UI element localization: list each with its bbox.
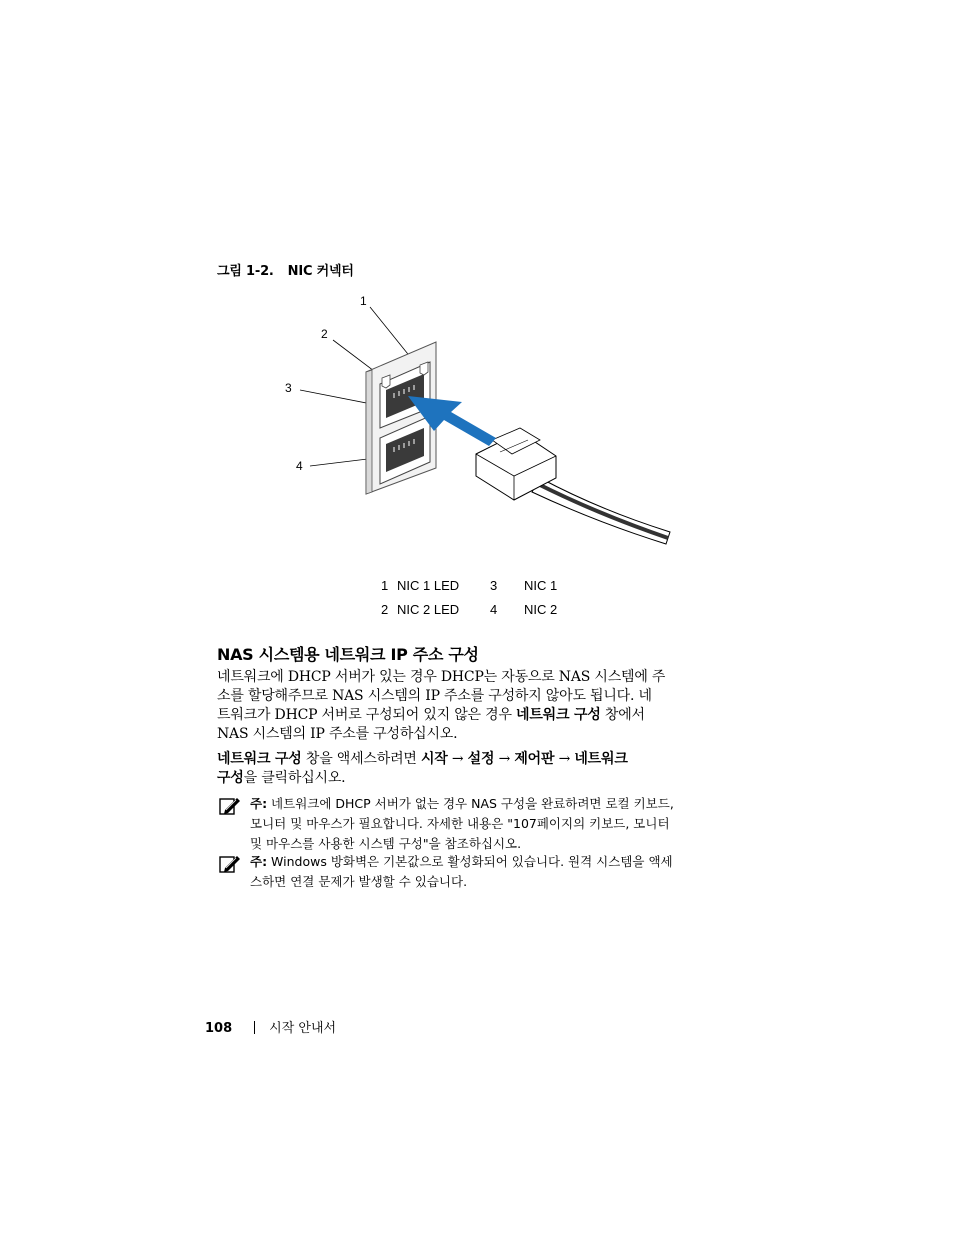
legend-label: NIC 2 [524, 602, 558, 617]
paragraph-line: NAS 시스템의 IP 주소를 구성하십시오. [217, 726, 458, 742]
note-line: 스하면 연결 문제가 발생할 수 있습니다. [250, 874, 468, 889]
note-line: 모니터 및 마우스가 필요합니다. 자세한 내용은 "107페이지의 키보드, 모니터 [250, 816, 670, 831]
legend-row [381, 578, 581, 602]
callout-1: 1 [360, 294, 367, 308]
figure-legend [381, 578, 581, 626]
section-heading: NAS 시스템용 네트워크 IP 주소 구성 [217, 645, 479, 664]
nic-connector-illustration [270, 285, 690, 565]
menu-path-start: 시작 [420, 751, 448, 767]
figure-caption [217, 260, 354, 279]
legend-label: NIC 1 LED [397, 578, 460, 593]
network-cable [476, 428, 670, 544]
legend-row [381, 602, 581, 626]
footer-divider [254, 1021, 255, 1034]
footer-section-title: 시작 안내서 [269, 1021, 337, 1036]
menu-path-settings: 설정 [467, 751, 495, 767]
note-pencil-icon [219, 854, 241, 874]
paragraph-line [217, 750, 717, 769]
paragraph-text: 을 클릭하십시오. [243, 770, 346, 786]
note-line [250, 794, 720, 814]
paragraph-line: 소를 할당해주므로 NAS 시스템의 IP 주소를 구성하지 않아도 됩니다. 네 [217, 688, 652, 704]
body-paragraph [217, 668, 717, 744]
legend-label: NIC 1 [524, 578, 558, 593]
menu-path-network: 네트워크 [574, 751, 628, 767]
page-number: 108 [205, 1021, 233, 1036]
callout-4: 4 [296, 459, 303, 473]
legend-num: 4 [490, 602, 498, 617]
arrow-glyph: → [494, 751, 515, 767]
caption-label: 그림 1-2. [217, 264, 274, 279]
legend-num: 2 [381, 602, 389, 617]
menu-path-config: 구성 [217, 770, 244, 786]
note-label: 주: [250, 796, 268, 811]
menu-path-network-config: 네트워크 구성 [217, 751, 302, 767]
legend-num: 1 [381, 578, 389, 593]
callout-2: 2 [321, 327, 328, 341]
caption-title: NIC 커넥터 [287, 264, 354, 279]
paragraph-text: 트워크가 DHCP 서버로 구성되어 있지 않은 경우 [217, 707, 517, 723]
paragraph-text: 창을 액세스하려면 [301, 751, 421, 767]
note-line-text: 네트워크에 DHCP 서버가 없는 경우 NAS 구성을 완료하려면 로컬 키보드, [267, 796, 674, 811]
note-pencil-icon [219, 796, 241, 816]
arrow-glyph: → [447, 751, 468, 767]
page-footer [205, 1017, 336, 1036]
legend-label: NIC 2 LED [397, 602, 460, 617]
paragraph-line [217, 769, 717, 788]
menu-path-control-panel: 제어판 [514, 751, 555, 767]
legend-num: 3 [490, 578, 498, 593]
note-text [250, 794, 720, 854]
note-line-text: Windows 방화벽은 기본값으로 활성화되어 있습니다. 원격 시스템을 액세 [267, 854, 673, 869]
network-config-term: 네트워크 구성 [516, 707, 601, 723]
note-text [250, 852, 720, 892]
note-line: 및 마우스를 사용한 시스템 구성"을 참조하십시오. [250, 836, 522, 851]
paragraph-line: 네트워크에 DHCP 서버가 있는 경우 DHCP는 자동으로 NAS 시스템에 주 [217, 669, 666, 685]
note-label: 주: [250, 854, 268, 869]
callout-3: 3 [285, 381, 292, 395]
note-line [250, 852, 720, 872]
paragraph-line [217, 706, 717, 725]
paragraph-text: 창에서 [600, 707, 645, 723]
arrow-glyph: → [554, 751, 575, 767]
navigation-instruction [217, 750, 717, 788]
